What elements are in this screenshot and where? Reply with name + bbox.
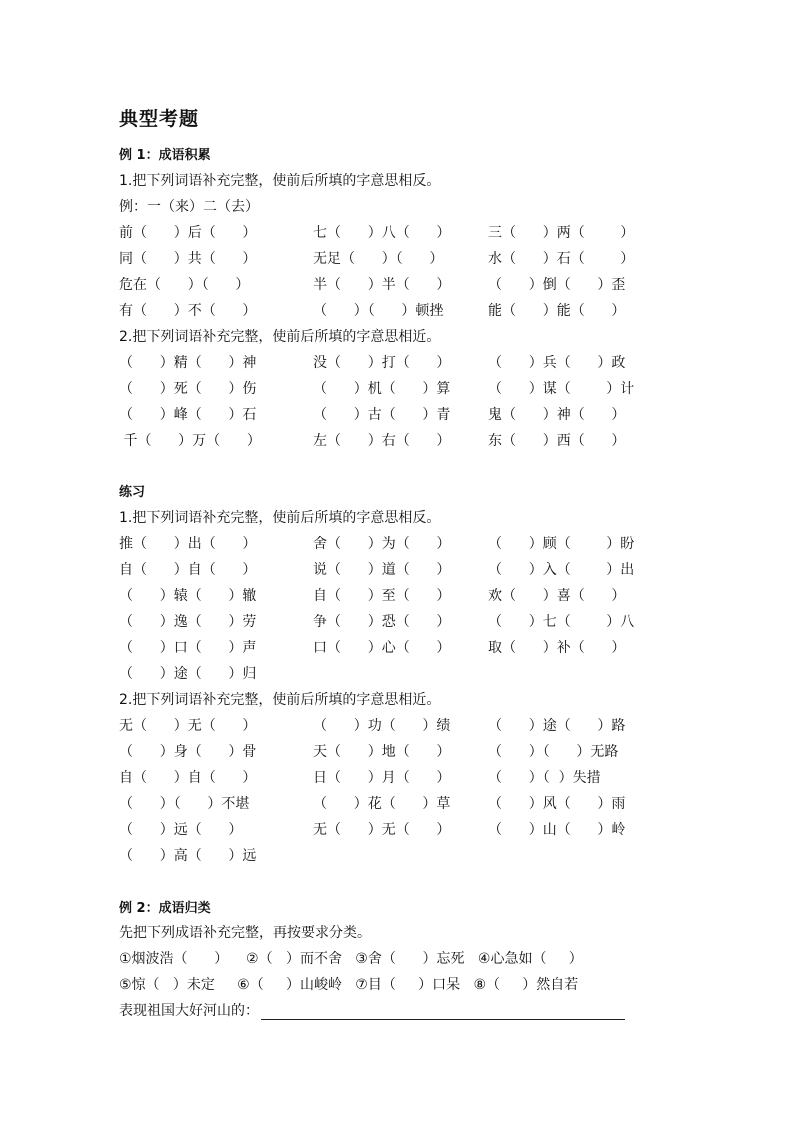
idiom-item: 舍（ ）为（ ） bbox=[313, 536, 451, 552]
idiom-item: 左（ ）右（ ） bbox=[313, 433, 451, 449]
idiom-item: （ ）远（ ） bbox=[119, 822, 243, 838]
practice-heading: 练习 bbox=[119, 485, 146, 500]
example2-instruction: 先把下列成语补充完整，再按要求分类。 bbox=[119, 925, 371, 941]
practice-task1: 1.把下列词语补充完整，使前后所填的字意思相反。 bbox=[119, 510, 441, 526]
idiom-row bbox=[0, 663, 794, 685]
idiom-item: 争（ ）恐（ ） bbox=[313, 614, 451, 630]
idiom-row bbox=[0, 274, 794, 296]
example1-sample: 例：一（来）二（去） bbox=[119, 199, 259, 215]
idiom-item: 取（ ）补（ ） bbox=[488, 640, 626, 656]
idiom-item: 没（ ）打（ ） bbox=[313, 355, 451, 371]
idiom-item: 前（ ）后（ ） bbox=[119, 225, 257, 241]
idiom-row bbox=[0, 767, 794, 789]
idiom-item: （ ）辕（ ）辙 bbox=[119, 588, 257, 604]
idiom-item: 同（ ）共（ ） bbox=[119, 251, 257, 267]
category-row bbox=[119, 1000, 625, 1020]
idiom-row bbox=[0, 793, 794, 815]
idiom-item: （ ）死（ ）伤 bbox=[119, 381, 257, 397]
idiom-item: （ ）途（ ）归 bbox=[119, 666, 257, 682]
idiom-item: 自（ ）至（ ） bbox=[313, 588, 451, 604]
idiom-item: （ ）入（ ）出 bbox=[488, 562, 635, 578]
category-label: 表现祖国大好河山的： bbox=[119, 1003, 259, 1019]
idiom-row bbox=[0, 378, 794, 400]
idiom-item: 七（ ）八（ ） bbox=[313, 225, 451, 241]
idiom-row bbox=[0, 533, 794, 555]
idiom-item: （ ）机（ ）算 bbox=[313, 381, 451, 397]
idiom-row bbox=[0, 300, 794, 322]
idiom-row bbox=[0, 611, 794, 633]
idiom-item: 有（ ）不（ ） bbox=[119, 303, 257, 319]
idiom-item: 欢（ ）喜（ ） bbox=[488, 588, 626, 604]
idiom-item: 说（ ）道（ ） bbox=[313, 562, 451, 578]
idiom-row bbox=[0, 819, 794, 841]
idiom-item: （ ）精（ ）神 bbox=[119, 355, 257, 371]
idiom-row bbox=[0, 222, 794, 244]
idiom-row bbox=[0, 559, 794, 581]
idiom-item: （ ）谋（ ）计 bbox=[488, 381, 635, 397]
page-title: 典型考题 bbox=[119, 108, 200, 130]
idiom-item: （ ）口（ ）声 bbox=[119, 640, 257, 656]
example1-heading: 例 1：成语积累 bbox=[119, 148, 211, 163]
idiom-item: （ ）倒（ ）歪 bbox=[488, 277, 626, 293]
idiom-item: （ ）功（ ）绩 bbox=[313, 718, 451, 734]
example1-task1: 1.把下列词语补充完整，使前后所填的字意思相反。 bbox=[119, 173, 441, 189]
idiom-item: 鬼（ ）神（ ） bbox=[488, 407, 626, 423]
answer-blank-line[interactable] bbox=[261, 1005, 625, 1020]
idiom-item: （ ）峰（ ）石 bbox=[119, 407, 257, 423]
example1-task2: 2.把下列词语补充完整，使前后所填的字意思相近。 bbox=[119, 329, 441, 345]
idiom-item: 自（ ）自（ ） bbox=[119, 770, 257, 786]
idiom-item: （ ）（ ）顿挫 bbox=[313, 303, 444, 319]
idiom-item: （ ）身（ ）骨 bbox=[119, 744, 257, 760]
idiom-item: 无足（ ）（ ） bbox=[313, 251, 444, 267]
idiom-item: 天（ ）地（ ） bbox=[313, 744, 451, 760]
idiom-item: （ ）七（ ）八 bbox=[488, 614, 635, 630]
idiom-item: 能（ ）能（ ） bbox=[488, 303, 626, 319]
idiom-item: 三（ ）两（ ） bbox=[488, 225, 635, 241]
idiom-item: （ ）（ ）无路 bbox=[488, 744, 619, 760]
idiom-item: 自（ ）自（ ） bbox=[119, 562, 257, 578]
idiom-item: （ ）途（ ）路 bbox=[488, 718, 626, 734]
idiom-item: 危在（ ）（ ） bbox=[119, 277, 250, 293]
idiom-item: 半（ ）半（ ） bbox=[313, 277, 451, 293]
idiom-item: 千（ ）万（ ） bbox=[119, 433, 261, 449]
idiom-item: （ ）山（ ）岭 bbox=[488, 822, 626, 838]
idiom-row bbox=[0, 715, 794, 737]
idiom-item: 口（ ）心（ ） bbox=[313, 640, 451, 656]
idiom-item: 东（ ）西（ ） bbox=[488, 433, 626, 449]
practice-task2: 2.把下列词语补充完整，使前后所填的字意思相近。 bbox=[119, 692, 441, 708]
idiom-item: （ ）风（ ）雨 bbox=[488, 796, 626, 812]
idiom-item: 无（ ）无（ ） bbox=[313, 822, 451, 838]
idiom-item: 推（ ）出（ ） bbox=[119, 536, 257, 552]
idiom-item: （ ）（ ）失措 bbox=[488, 770, 601, 786]
idiom-item: （ ）花（ ）草 bbox=[313, 796, 451, 812]
idiom-item: 水（ ）石（ ） bbox=[488, 251, 635, 267]
idiom-item: 无（ ）无（ ） bbox=[119, 718, 257, 734]
idiom-row bbox=[0, 352, 794, 374]
idiom-item: （ ）古（ ）青 bbox=[313, 407, 451, 423]
idiom-row bbox=[0, 845, 794, 867]
example2-heading: 例 2：成语归类 bbox=[119, 901, 211, 916]
idiom-item: （ ）逸（ ）劳 bbox=[119, 614, 257, 630]
idiom-row bbox=[0, 430, 794, 452]
idiom-item: 日（ ）月（ ） bbox=[313, 770, 451, 786]
idiom-item: （ ）顾（ ）盼 bbox=[488, 536, 635, 552]
idiom-item: （ ）高（ ）远 bbox=[119, 848, 257, 864]
idiom-row bbox=[0, 585, 794, 607]
idiom-item: （ ）（ ）不堪 bbox=[119, 796, 250, 812]
idiom-item: （ ）兵（ ）政 bbox=[488, 355, 626, 371]
idiom-line-1: ①烟波浩（ ） ②（ ）而不舍 ③舍（ ）忘死 ④心急如（ ） bbox=[119, 951, 583, 967]
idiom-row bbox=[0, 741, 794, 763]
idiom-row bbox=[0, 404, 794, 426]
idiom-row bbox=[0, 248, 794, 270]
idiom-row bbox=[0, 637, 794, 659]
idiom-line-2: ⑤惊（ ）未定 ⑥（ ）山峻岭 ⑦目（ ）口呆 ⑧（ ）然自若 bbox=[119, 977, 579, 993]
